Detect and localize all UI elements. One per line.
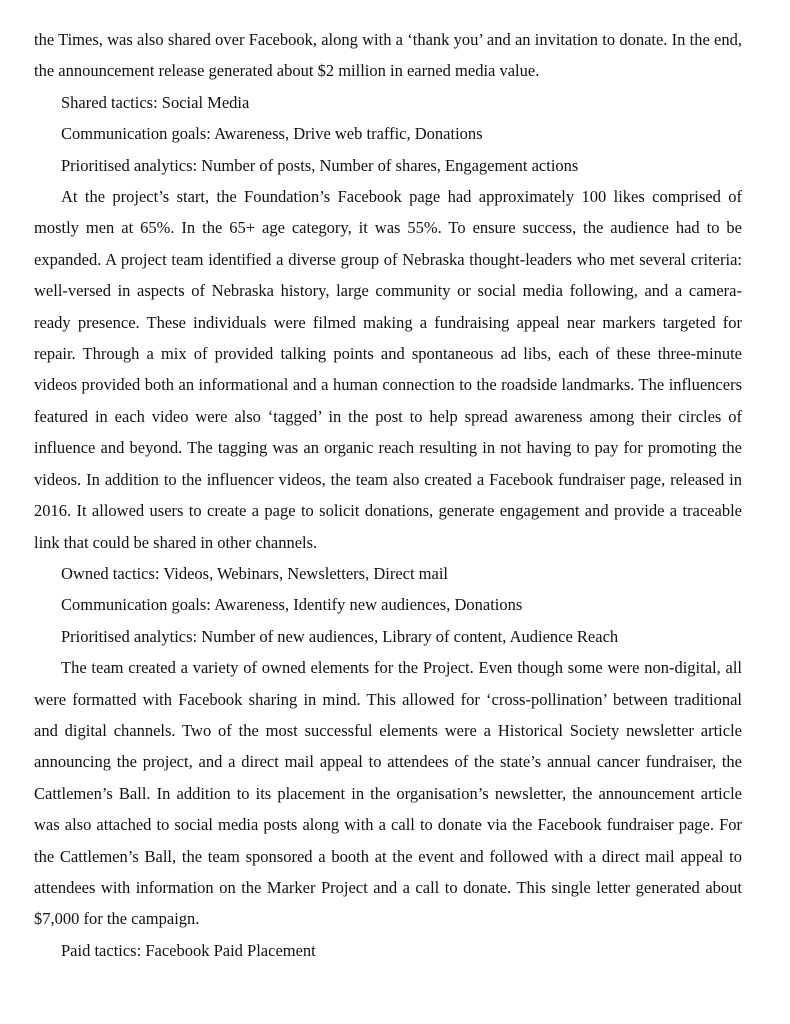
paragraph-facebook-influencers: At the project’s start, the Foundation’s Facebook page had approximately 100 likes comprised of mostly men at 65%. In the 65+ age category, it was 55%. To ensure success, the audience had to be expanded. A project team identified a diverse group of Nebraska thought-leaders who met several criteria: well-versed in aspects of Nebraska history, large community or social media following, and a camera-ready presence. These individuals were filmed making a fundraising appeal near markers targeted for repair. Through a mix of provided talking points and spontaneous ad libs, each of these three-minute videos provided both an informational and a human connection to the roadside landmarks. The influencers featured in each video were also ‘tagged’ in the post to help spread awareness among their circles of influence and beyond. The tagging was an organic reach resulting in not having to pay for promoting the videos. In addition to the influencer videos, the team also created a Facebook fundraiser page, released in 2016. It allowed users to create a page to solicit donations, generate engagement and provide a traceable link that could be shared in other channels. [34, 187, 742, 552]
owned-prioritised-analytics-line: Prioritised analytics: Number of new audiences, Library of content, Audience Reach [61, 626, 619, 646]
document-page [34, 24, 742, 966]
paragraph-owned-elements: The team created a variety of owned elements for the Project. Even though some were non-digital, all were formatted with Facebook sharing in mind. This allowed for ‘cross-pollination’ between traditional and digital channels. Two of the most successful elements were a Historical Society newsletter article announcing the project, and a direct mail appeal to attendees of the state’s annual cancer fundraiser, the Cattlemen’s Ball. In addition to its placement in the organisation’s newsletter, the announcement article was also attached to social media posts along with a call to donate via the Facebook fundraiser page. For the Cattlemen’s Ball, the team sponsored a booth at the event and followed with a direct mail appeal to attendees with information on the Marker Project and a call to donate. This single letter generated about $7,000 for the campaign. [34, 658, 742, 929]
owned-communication-goals-line: Communication goals: Awareness, Identify new audiences, Donations [61, 595, 523, 615]
owned-tactics-line: Owned tactics: Videos, Webinars, Newsletters, Direct mail [61, 563, 449, 583]
paragraph-earned-media-result: the Times, was also shared over Facebook, along with a ‘thank you’ and an invitation to donate. In the end, the announcement release generated about $2 million in earned media value. [34, 30, 742, 81]
shared-tactics-line: Shared tactics: Social Media [61, 92, 250, 112]
paid-tactics-line: Paid tactics: Facebook Paid Placement [61, 940, 316, 960]
shared-prioritised-analytics-line: Prioritised analytics: Number of posts, Number of shares, Engagement actions [61, 155, 579, 175]
shared-communication-goals-line: Communication goals: Awareness, Drive web traffic, Donations [61, 124, 483, 144]
